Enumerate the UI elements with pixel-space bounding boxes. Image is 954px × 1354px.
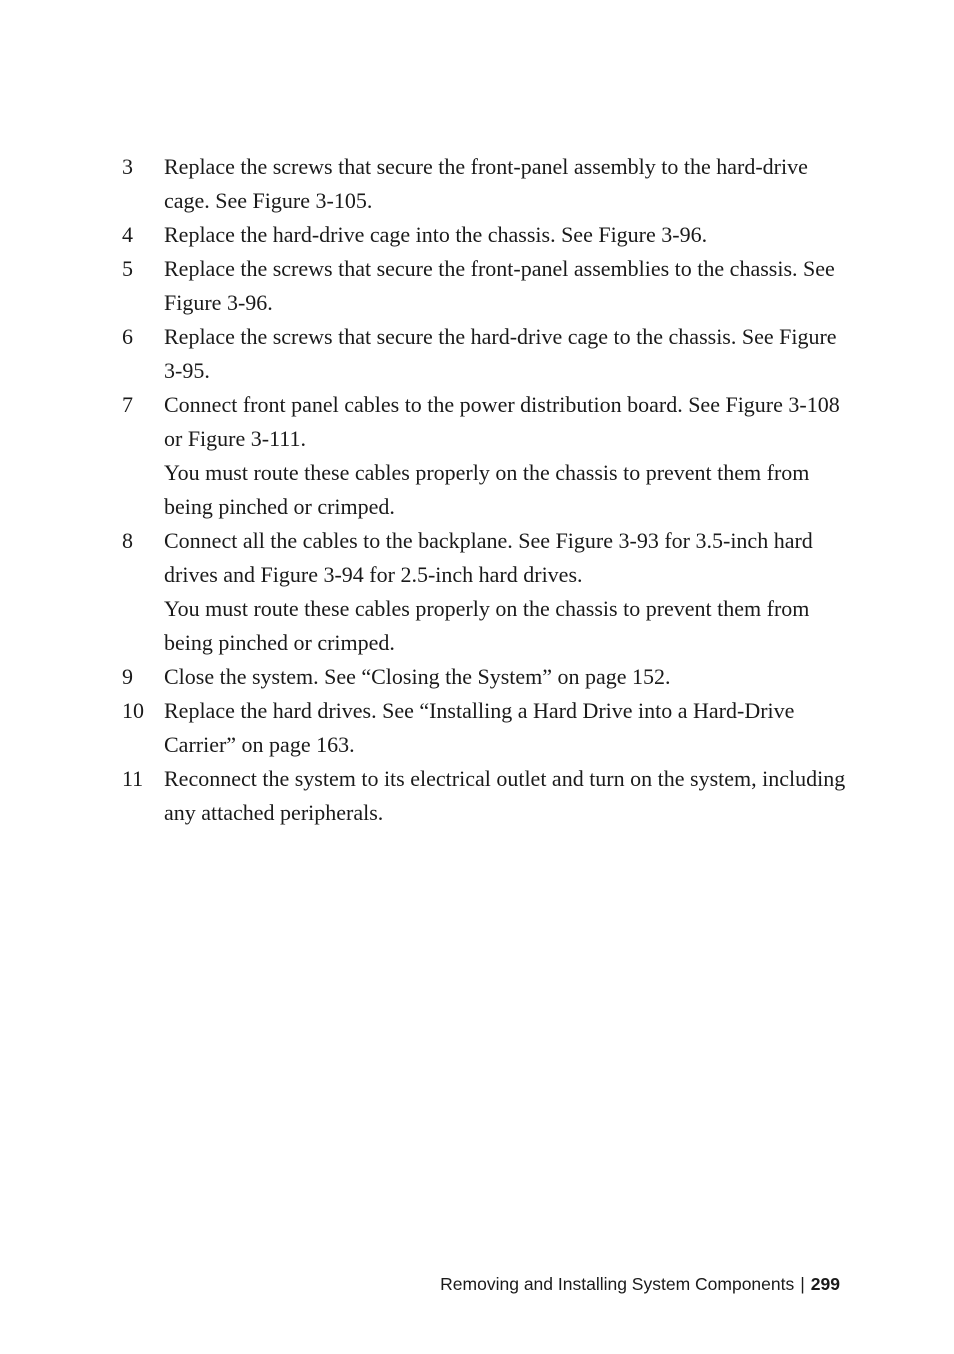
step-text: Replace the hard drives. See “Installing a Hard Drive into a Hard-Drive Carrier” on page 163. <box>164 698 795 757</box>
step-6 <box>122 320 852 388</box>
step-text: Close the system. See “Closing the System” on page 152. <box>164 664 671 689</box>
step-number: 9 <box>122 664 133 689</box>
step-note: You must route these cables properly on the chassis to prevent them from being pinched or crimped. <box>164 596 810 655</box>
step-body <box>164 388 852 524</box>
page-footer <box>440 1270 840 1298</box>
page-number: 299 <box>810 1274 840 1294</box>
step-11 <box>122 762 852 830</box>
step-3 <box>122 150 852 218</box>
step-4 <box>122 218 852 252</box>
step-text: Replace the screws that secure the hard-drive cage to the chassis. See Figure 3-95. <box>164 324 837 383</box>
step-8 <box>122 524 852 660</box>
step-body <box>164 218 852 252</box>
step-body <box>164 762 852 830</box>
step-number: 11 <box>122 766 144 791</box>
step-number: 3 <box>122 154 133 179</box>
step-7 <box>122 388 852 524</box>
step-9 <box>122 660 852 694</box>
step-text: Reconnect the system to its electrical outlet and turn on the system, including any attached peripherals. <box>164 766 846 825</box>
step-body <box>164 150 852 218</box>
step-10 <box>122 694 852 762</box>
step-number: 10 <box>122 698 144 723</box>
step-body <box>164 694 852 762</box>
step-body <box>164 252 852 320</box>
step-text: Connect front panel cables to the power distribution board. See Figure 3-108 or Figure 3-111. <box>164 392 840 451</box>
step-note: You must route these cables properly on the chassis to prevent them from being pinched or crimped. <box>164 460 810 519</box>
step-text: Replace the screws that secure the front-panel assemblies to the chassis. See Figure 3-96. <box>164 256 835 315</box>
step-5 <box>122 252 852 320</box>
step-number: 8 <box>122 528 133 553</box>
footer-separator: | <box>800 1274 805 1294</box>
step-number: 6 <box>122 324 133 349</box>
step-body <box>164 660 852 694</box>
step-text: Connect all the cables to the backplane. See Figure 3-93 for 3.5-inch hard drives and Figure 3-94 for 2.5-inch hard drives. <box>164 528 813 587</box>
step-number: 5 <box>122 256 133 281</box>
step-number: 7 <box>122 392 133 417</box>
footer-section-title: Removing and Installing System Components <box>440 1274 795 1294</box>
procedure-steps <box>122 150 852 830</box>
step-text: Replace the hard-drive cage into the chassis. See Figure 3-96. <box>164 222 708 247</box>
step-text: Replace the screws that secure the front-panel assembly to the hard-drive cage. See Figure 3-105. <box>164 154 808 213</box>
step-body <box>164 524 852 660</box>
step-body <box>164 320 852 388</box>
step-number: 4 <box>122 222 133 247</box>
